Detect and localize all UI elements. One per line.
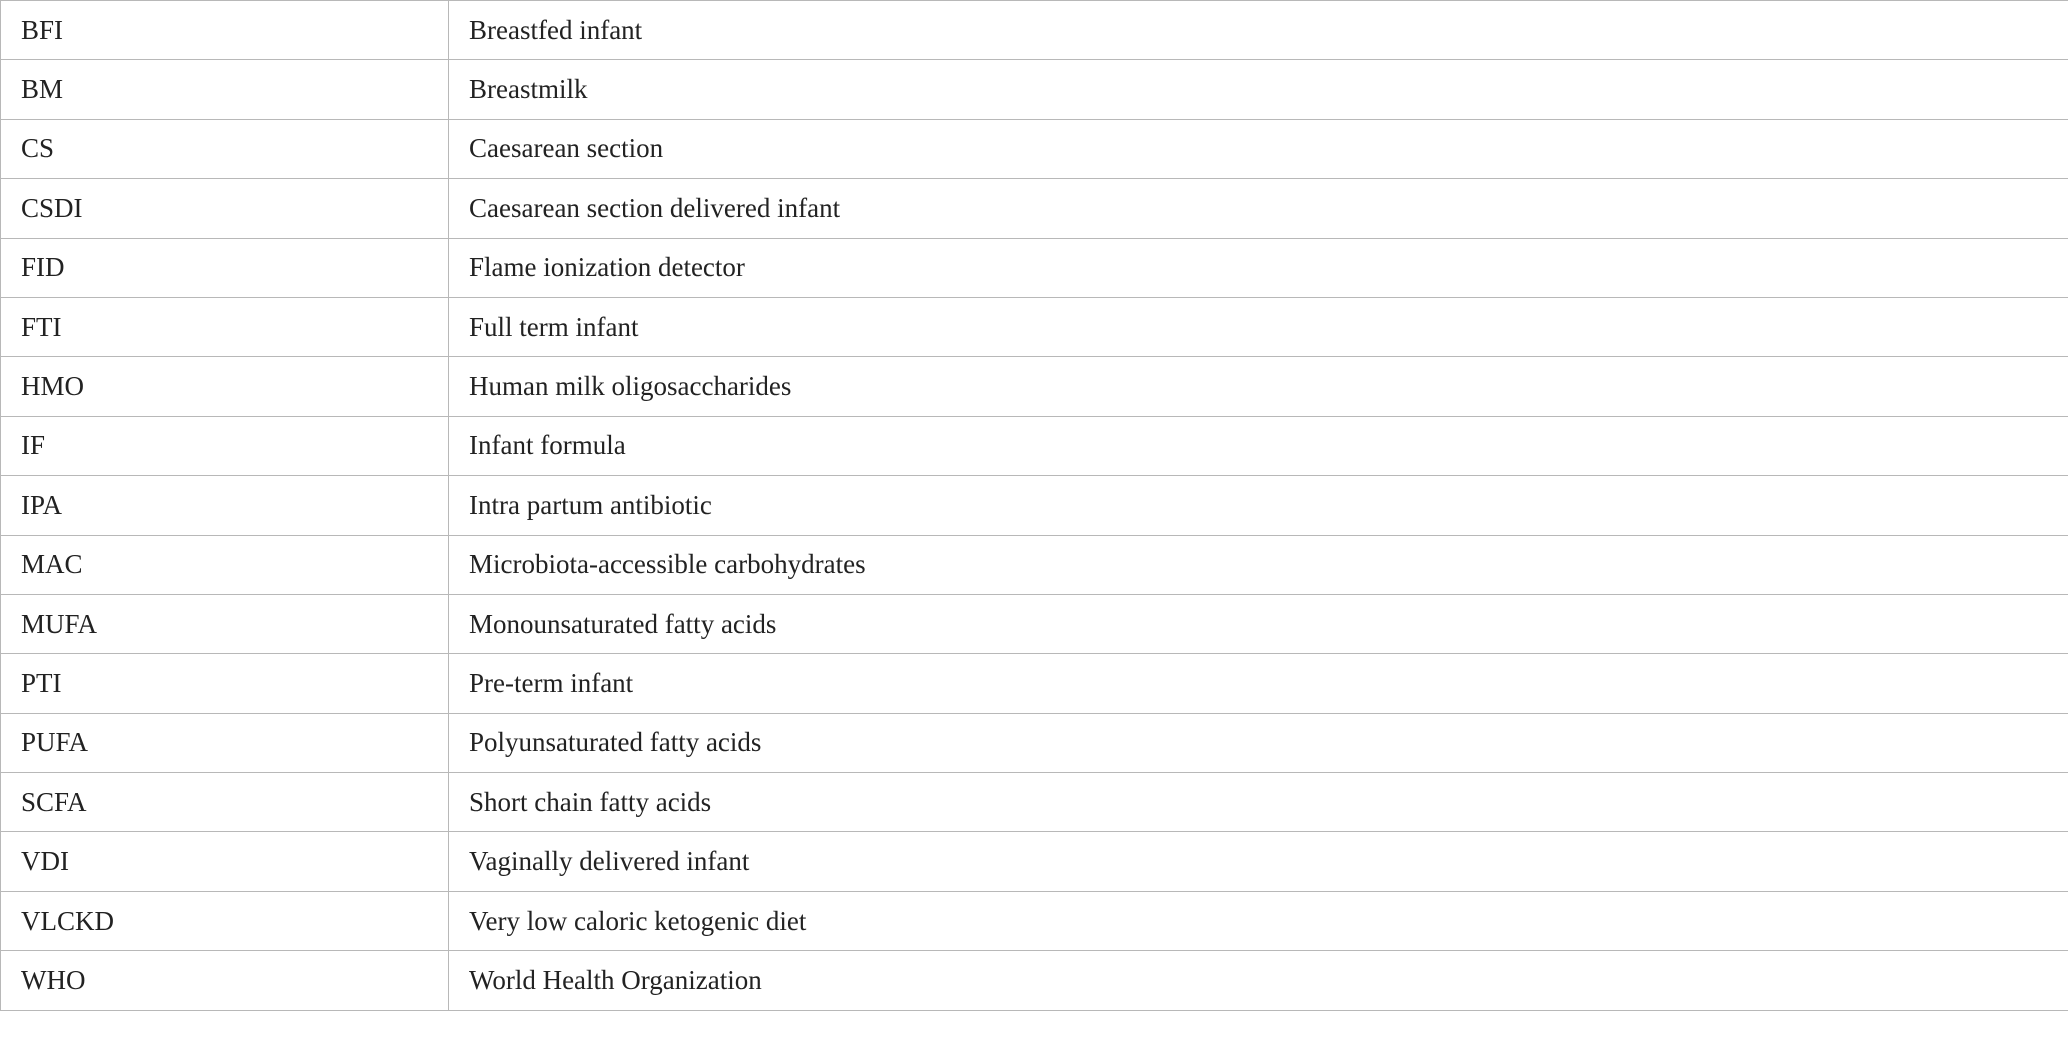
- table-row: [1, 179, 2068, 238]
- definition-cell: Flame ionization detector: [449, 238, 2068, 297]
- abbreviation-cell: WHO: [1, 951, 449, 1010]
- abbreviation-cell: FTI: [1, 297, 449, 356]
- table-row: [1, 832, 2068, 891]
- definition-cell: Breastfed infant: [449, 1, 2068, 60]
- abbreviations-table-body: [1, 1, 2068, 1011]
- table-row: [1, 654, 2068, 713]
- table-row: [1, 238, 2068, 297]
- definition-cell: Infant formula: [449, 416, 2068, 475]
- abbreviation-cell: VDI: [1, 832, 449, 891]
- abbreviation-cell: HMO: [1, 357, 449, 416]
- abbreviation-cell: IPA: [1, 476, 449, 535]
- definition-cell: Short chain fatty acids: [449, 773, 2068, 832]
- definition-cell: Human milk oligosaccharides: [449, 357, 2068, 416]
- abbreviation-cell: CSDI: [1, 179, 449, 238]
- abbreviation-cell: PUFA: [1, 713, 449, 772]
- abbreviation-cell: BFI: [1, 1, 449, 60]
- abbreviation-cell: MUFA: [1, 594, 449, 653]
- table-row: [1, 773, 2068, 832]
- abbreviation-cell: PTI: [1, 654, 449, 713]
- definition-cell: Intra partum antibiotic: [449, 476, 2068, 535]
- definition-cell: Pre-term infant: [449, 654, 2068, 713]
- definition-cell: Caesarean section delivered infant: [449, 179, 2068, 238]
- table-row: [1, 713, 2068, 772]
- table-row: [1, 1, 2068, 60]
- definition-cell: Vaginally delivered infant: [449, 832, 2068, 891]
- definition-cell: Caesarean section: [449, 119, 2068, 178]
- abbreviation-cell: FID: [1, 238, 449, 297]
- abbreviation-cell: SCFA: [1, 773, 449, 832]
- abbreviation-cell: BM: [1, 60, 449, 119]
- table-row: [1, 476, 2068, 535]
- definition-cell: Full term infant: [449, 297, 2068, 356]
- definition-cell: Breastmilk: [449, 60, 2068, 119]
- abbreviation-cell: IF: [1, 416, 449, 475]
- table-row: [1, 594, 2068, 653]
- definition-cell: Polyunsaturated fatty acids: [449, 713, 2068, 772]
- definition-cell: Microbiota-accessible carbohydrates: [449, 535, 2068, 594]
- table-row: [1, 951, 2068, 1010]
- abbreviation-cell: CS: [1, 119, 449, 178]
- table-row: [1, 416, 2068, 475]
- table-row: [1, 891, 2068, 950]
- definition-cell: World Health Organization: [449, 951, 2068, 1010]
- table-row: [1, 535, 2068, 594]
- definition-cell: Very low caloric ketogenic diet: [449, 891, 2068, 950]
- table-row: [1, 297, 2068, 356]
- definition-cell: Monounsaturated fatty acids: [449, 594, 2068, 653]
- abbreviation-cell: MAC: [1, 535, 449, 594]
- table-row: [1, 357, 2068, 416]
- table-row: [1, 119, 2068, 178]
- table-row: [1, 60, 2068, 119]
- abbreviation-cell: VLCKD: [1, 891, 449, 950]
